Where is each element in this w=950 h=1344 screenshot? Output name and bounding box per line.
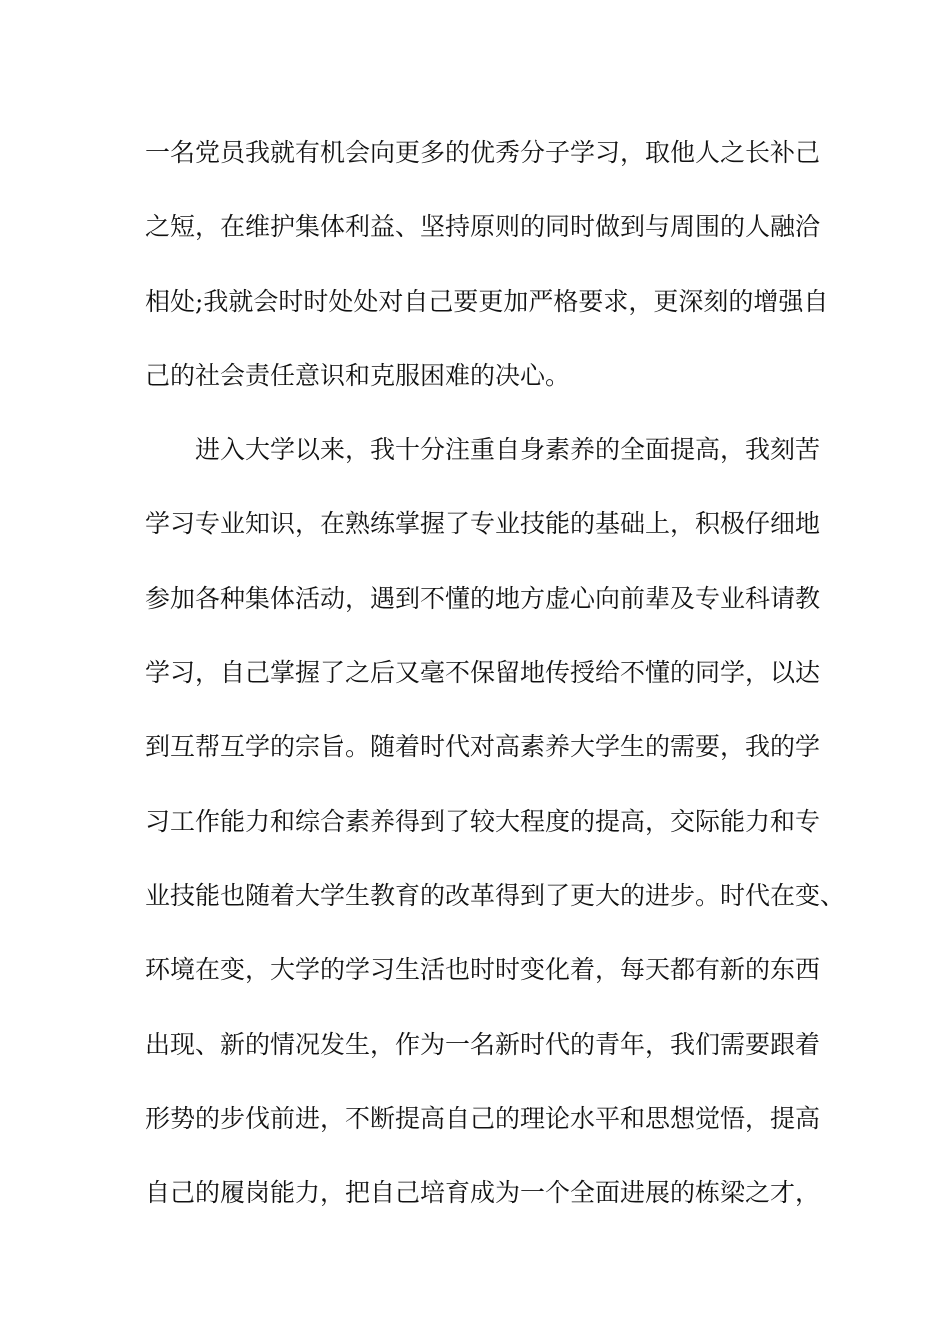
text-line: 之短，在维护集体利益、坚持原则的同时做到与周围的人融洽: [145, 212, 821, 242]
text-line: 相处;我就会时时处处对自己要更加严格要求，更深刻的增强自: [145, 286, 829, 316]
text-line: 习工作能力和综合素养得到了较大程度的提高，交际能力和专: [145, 806, 821, 836]
text-line: 学习，自己掌握了之后又毫不保留地传授给不懂的同学，以达: [145, 658, 821, 688]
text-line: 环境在变，大学的学习生活也时时变化着，每天都有新的东西: [145, 955, 821, 985]
paragraph-first-line: 进入大学以来，我十分注重自身素养的全面提高，我刻苦: [195, 435, 821, 465]
text-line: 业技能也随着大学生教育的改革得到了更大的进步。时代在变、: [145, 880, 846, 910]
body-text: [145, 130, 846, 1244]
text-line: 学习专业知识，在熟练掌握了专业技能的基础上，积极仔细地: [145, 509, 821, 539]
text-line: 自己的履岗能力，把自己培育成为一个全面进展的栋梁之才，: [145, 1178, 821, 1208]
text-line: 己的社会责任意识和克服困难的决心。: [145, 360, 571, 390]
text-line: 出现、新的情况发生，作为一名新时代的青年，我们需要跟着: [145, 1029, 821, 1059]
text-line: 到互帮互学的宗旨。随着时代对高素养大学生的需要，我的学: [145, 732, 821, 762]
text-line: 参加各种集体活动，遇到不懂的地方虚心向前辈及专业科请教: [145, 583, 821, 613]
text-line: 形势的步伐前进，不断提高自己的理论水平和思想觉悟，提高: [145, 1103, 821, 1133]
text-line: 一名党员我就有机会向更多的优秀分子学习，取他人之长补己: [145, 138, 821, 167]
